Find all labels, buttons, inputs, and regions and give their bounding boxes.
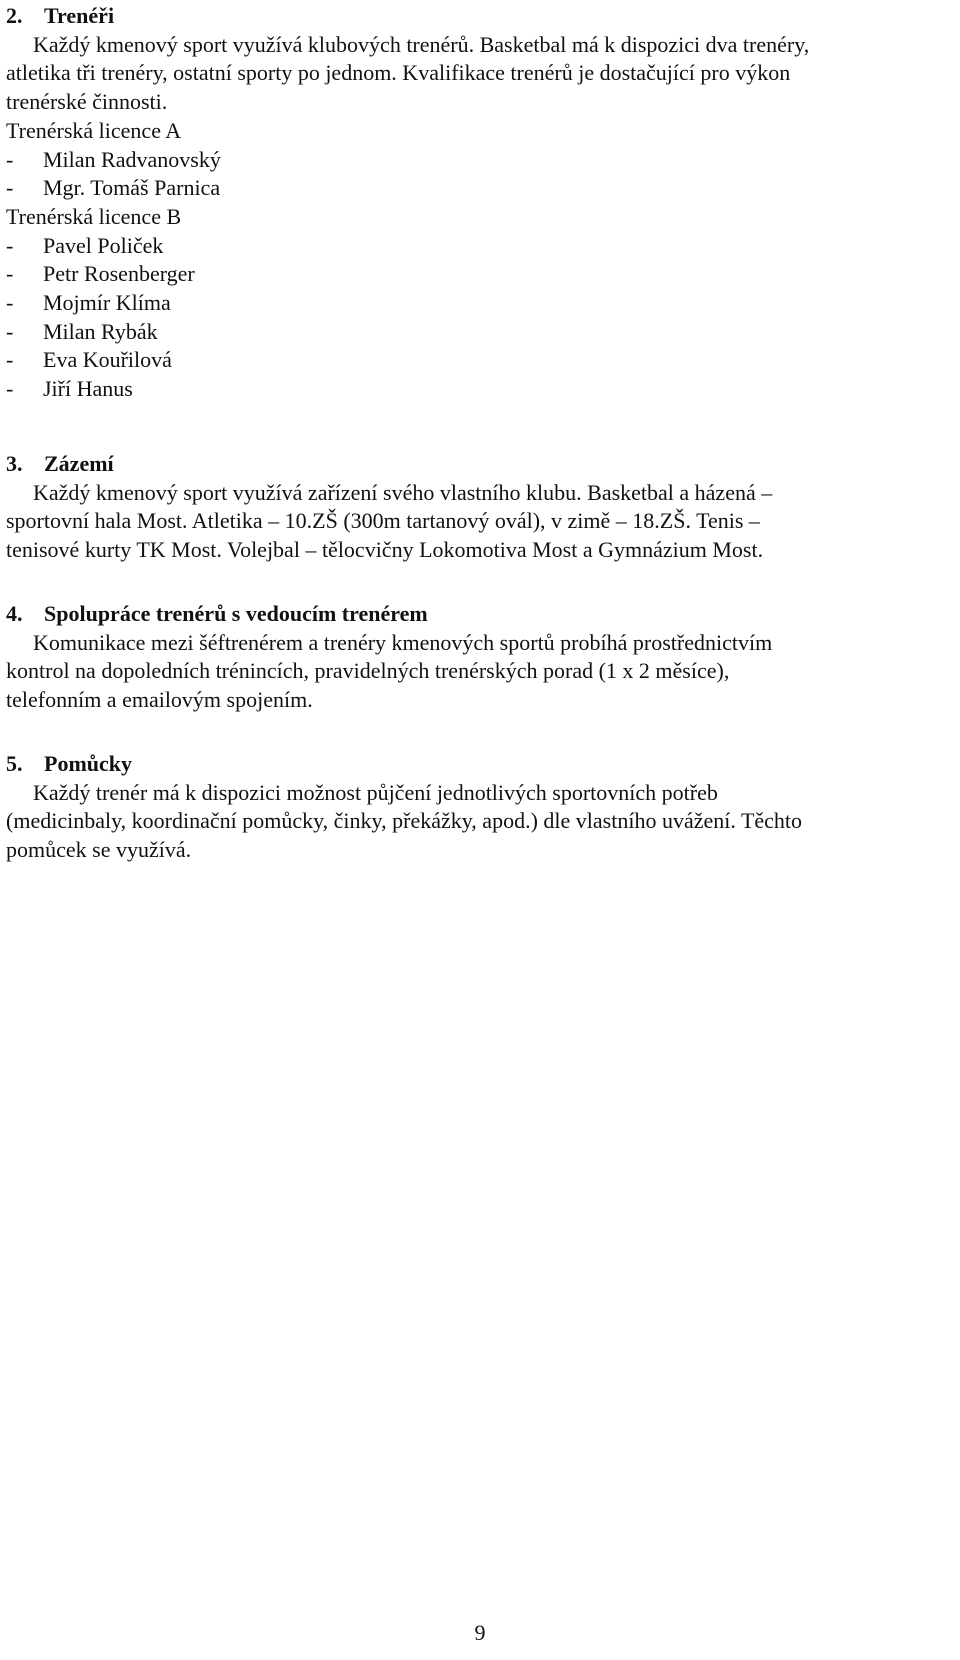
paragraph-line: Komunikace mezi šéftrenérem a trenéry kmenových sportů probíhá prostřednictvím (33, 629, 773, 655)
paragraph-line: sportovní hala Most. Atletika – 10.ZŠ (300m tartanový ovál), v zimě – 18.ZŠ. Tenis – (6, 508, 760, 534)
paragraph-line: telefonním a emailovým spojením. (6, 687, 313, 713)
section-zazemi (6, 450, 936, 565)
section-spoluprace (6, 600, 936, 715)
licence-a-label: Trenérská licence A (6, 117, 182, 143)
paragraph-line: atletika tři trenéry, ostatní sporty po jednom. Kvalifikace trenérů je dostačující pro výkon (6, 60, 791, 86)
page-number: 9 (474, 1620, 486, 1645)
section-heading (6, 2, 936, 31)
section-number: 3. (6, 451, 23, 476)
section-pomucky (6, 750, 936, 865)
paragraph-line: (medicinbaly, koordinační pomůcky, činky, překážky, apod.) dle vlastního uvážení. Těchto (6, 808, 803, 834)
section-heading (6, 600, 936, 629)
list-item: - Milan Rybák (6, 318, 158, 344)
licence-b-list (6, 232, 936, 404)
section-title: Spolupráce trenérů s vedoucím trenérem (44, 601, 428, 626)
list-item: - Jiří Hanus (6, 376, 133, 402)
section-number: 4. (6, 601, 23, 626)
section-heading (6, 450, 936, 479)
section-title: Trenéři (44, 3, 115, 28)
list-item: - Eva Kouřilová (6, 347, 172, 373)
licence-b-label: Trenérská licence B (6, 203, 182, 229)
paragraph-line: pomůcek se využívá. (6, 837, 192, 863)
list-item: - Milan Radvanovský (6, 146, 221, 172)
section-number: 5. (6, 751, 23, 776)
list-item: - Pavel Poliček (6, 232, 164, 258)
list-item: - Mojmír Klíma (6, 290, 171, 316)
licence-a-list (6, 146, 936, 203)
paragraph-line: Každý trenér má k dispozici možnost půjčení jednotlivých sportovních potřeb (33, 779, 718, 805)
section-heading (6, 750, 936, 779)
list-item: - Petr Rosenberger (6, 261, 195, 287)
list-item: - Mgr. Tomáš Parnica (6, 175, 221, 201)
paragraph-line: trenérské činnosti. (6, 89, 168, 115)
paragraph-line: Každý kmenový sport využívá klubových trenérů. Basketbal má k dispozici dva trenéry, (33, 31, 810, 57)
paragraph-line: tenisové kurty TK Most. Volejbal – tělocvičny Lokomotiva Most a Gymnázium Most. (6, 537, 764, 563)
section-trenери (6, 2, 936, 404)
section-title: Pomůcky (44, 751, 132, 776)
section-title: Zázemí (44, 451, 114, 476)
section-number: 2. (6, 3, 23, 28)
paragraph-line: kontrol na dopoledních trénincích, pravidelných trenérských porad (1 x 2 měsíce), (6, 658, 730, 684)
paragraph-line: Každý kmenový sport využívá zařízení svého vlastního klubu. Basketbal a házená – (33, 479, 773, 505)
